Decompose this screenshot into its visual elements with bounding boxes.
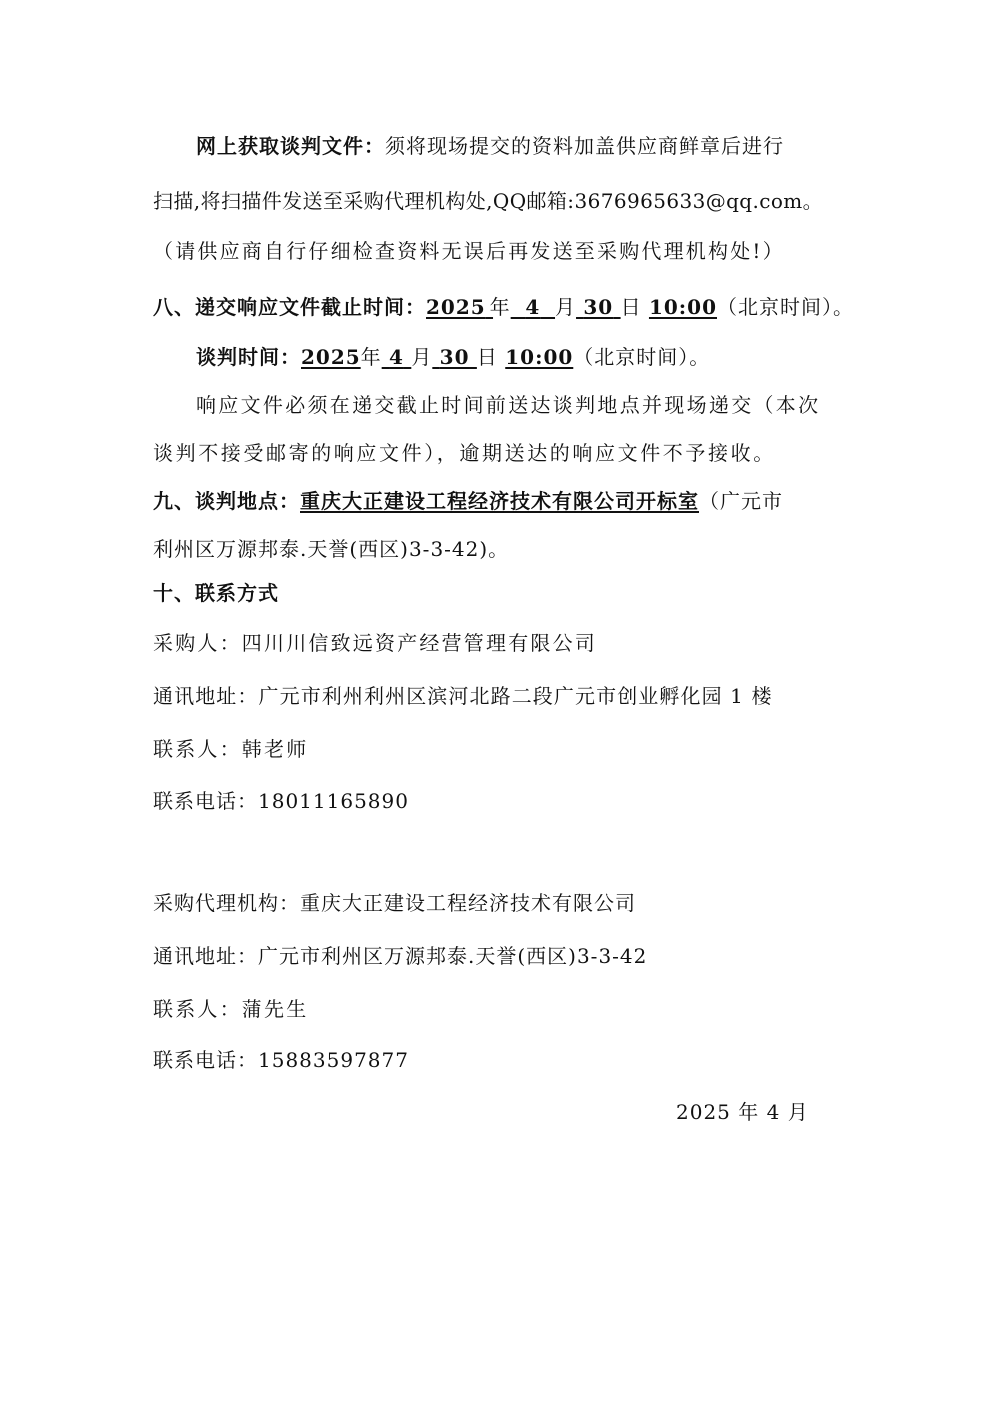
deadline-month-wrap — [511, 295, 555, 319]
negotiation-time: 10:00 — [505, 345, 574, 369]
deadline-tz: （北京时间）。 — [717, 295, 854, 319]
negotiation-year: 2025 — [301, 345, 361, 369]
purchaser-name: 采购人：四川川信致远资产经营管理有限公司 — [153, 631, 597, 655]
negotiation-month: 4 — [389, 345, 404, 369]
online-line-1 — [196, 132, 784, 160]
deadline-label: 八、递交响应文件截止时间： — [153, 295, 426, 319]
document-date: 2025 年 4 月 — [676, 1100, 809, 1124]
online-line-2: 扫描,将扫描件发送至采购代理机构处,QQ邮箱:3676965633@qq.com。 — [153, 189, 824, 213]
submission-note-1: 响应文件必须在递交截止时间前送达谈判地点并现场递交（本次 — [196, 393, 821, 417]
deadline-day-wrap — [576, 295, 621, 319]
contact-section-title: 十、联系方式 — [153, 581, 279, 605]
online-text-1: 须将现场提交的资料加盖供应商鲜章后进行 — [385, 134, 784, 158]
location-label: 九、谈判地点： — [153, 489, 300, 513]
deadline-day: 30 — [583, 295, 614, 319]
negotiation-day-unit: 日 — [476, 345, 498, 369]
location-line-1 — [153, 487, 783, 515]
submission-note-2: 谈判不接受邮寄的响应文件），逾期送达的响应文件不予接收。 — [153, 441, 776, 465]
purchaser-address: 通讯地址：广元市利州利州区滨河北路二段广元市创业孵化园 1 楼 — [153, 684, 773, 708]
purchaser-phone: 联系电话：18011165890 — [153, 789, 409, 813]
deadline-month-unit: 月 — [555, 295, 577, 319]
purchaser-contact: 联系人：韩老师 — [153, 737, 309, 761]
negotiation-month-wrap — [382, 345, 412, 369]
negotiation-day-wrap — [432, 345, 477, 369]
deadline-line — [153, 293, 854, 321]
negotiation-time-line — [196, 343, 710, 371]
online-note: （请供应商自行仔细检查资料无误后再发送至采购代理机构处!） — [153, 239, 785, 263]
deadline-time: 10:00 — [648, 295, 717, 319]
location-place: 重庆大正建设工程经济技术有限公司开标室 — [300, 489, 699, 513]
agency-contact: 联系人：蒲先生 — [153, 997, 309, 1021]
location-addr-1: （广元市 — [699, 489, 783, 513]
agency-name: 采购代理机构：重庆大正建设工程经济技术有限公司 — [153, 891, 636, 915]
agency-phone: 联系电话：15883597877 — [153, 1048, 409, 1072]
negotiation-month-unit: 月 — [411, 345, 433, 369]
online-label: 网上获取谈判文件： — [196, 134, 385, 158]
negotiation-year-unit: 年 — [360, 345, 382, 369]
deadline-month: 4 — [525, 295, 541, 319]
negotiation-day: 30 — [439, 345, 470, 369]
agency-address: 通讯地址：广元市利州区万源邦泰.天誉(西区)3-3-42 — [153, 944, 648, 968]
location-line-2: 利州区万源邦泰.天誉(西区)3-3-42)。 — [153, 537, 510, 561]
deadline-gap-2 — [642, 295, 649, 319]
negotiation-tz: （北京时间）。 — [573, 345, 711, 369]
deadline-year-unit: 年 — [489, 295, 511, 319]
deadline-year: 2025 — [426, 295, 486, 319]
deadline-day-unit: 日 — [620, 295, 642, 319]
negotiation-label: 谈判时间： — [196, 345, 301, 369]
